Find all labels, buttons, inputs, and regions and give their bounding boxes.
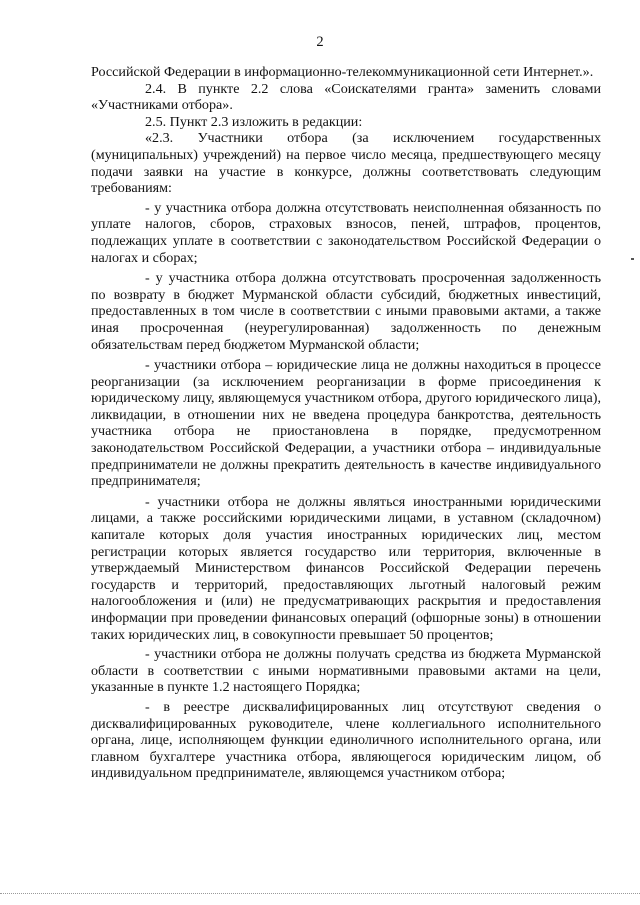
requirement-foreign-entities: - участники отбора не должны являться иностранными юридическими лицами, а также российскими юридическими лицами, в уставном (складочном) капитале которых доля участия иностранных юридических лиц, местом регистрации которых является государство или территория, включенные в утверждаемый Министерством финансов Российской Федерации перечень государств и территорий, предоставляющих льготный налоговый режим налогообложения и (или) не предусматривающих раскрытия и предоставления информации при проведении финансовых операций (офшорные зоны) в отношении таких юридических лиц, в совокупности превышает 50 процентов; (91, 493, 601, 643)
paragraph-2-3-intro: «2.3. Участники отбора (за исключением государственных (муниципальных) учреждений) на первое число месяца, предшествующего месяцу подачи заявки на участие в конкурсе, должны соответствовать следующим требованиям: (91, 130, 601, 197)
paragraph-2-5: 2.5. Пункт 2.3 изложить в редакции: (145, 113, 363, 130)
document-body (91, 64, 601, 782)
requirement-reorganization: - участники отбора – юридические лица не должны находиться в процессе реорганизации (за исключением реорганизации в форме присоединения к юридическому лицу, являющемуся участником отбора, другого юридического лица), ликвидации, в отношении них не введена процедура банкротства, деятельность участника отбора не приостановлена в порядке, предусмотренном законодательством Российской Федерации, а участники отбора – индивидуальные предприниматели не должны прекратить деятельность в качестве индивидуального предпринимателя; (91, 357, 601, 490)
requirement-budget-debt: - у участника отбора должна отсутствовать просроченная задолженность по возврату в бюджет Мурманской области субсидий, бюджетных инвестиций, предоставленных в том числе в соответствии с иными правовыми актами, а также иная просроченная (неурегулированная) задолженность по денежным обязательствам перед бюджетом Мурманской области; (91, 270, 601, 353)
requirement-tax-debt: - у участника отбора должна отсутствовать неисполненная обязанность по уплате налогов, сборов, страховых взносов, пеней, штрафов, процентов, подлежащих уплате в соответствии с законодательством Российской Федерации о налогах и сборах; (91, 199, 601, 266)
paragraph-2-4: 2.4. В пункте 2.2 слова «Соискателями гранта» заменить словами «Участниками отбора». (91, 80, 601, 114)
page-number: 2 (316, 34, 324, 50)
scan-bottom-edge (0, 893, 640, 895)
scan-edge-mark (631, 258, 634, 260)
requirement-other-funding: - участники отбора не должны получать средства из бюджета Мурманской области в соответствии с иными нормативными правовыми актами на цели, указанные в пункте 1.2 настоящего Порядка; (91, 646, 601, 696)
paragraph-continuation: Российской Федерации в информационно-телекоммуникационной сети Интернет.». (91, 64, 594, 80)
requirement-disqualified-persons: - в реестре дисквалифицированных лиц отсутствуют сведения о дисквалифицированных руководителе, члене коллегиального исполнительного органа, лице, исполняющем функции единоличного исполнительного органа, или главном бухгалтере участника отбора, являющегося юридическим лицом, об индивидуальном предпринимателе, являющемся участником отбора; (91, 698, 601, 782)
